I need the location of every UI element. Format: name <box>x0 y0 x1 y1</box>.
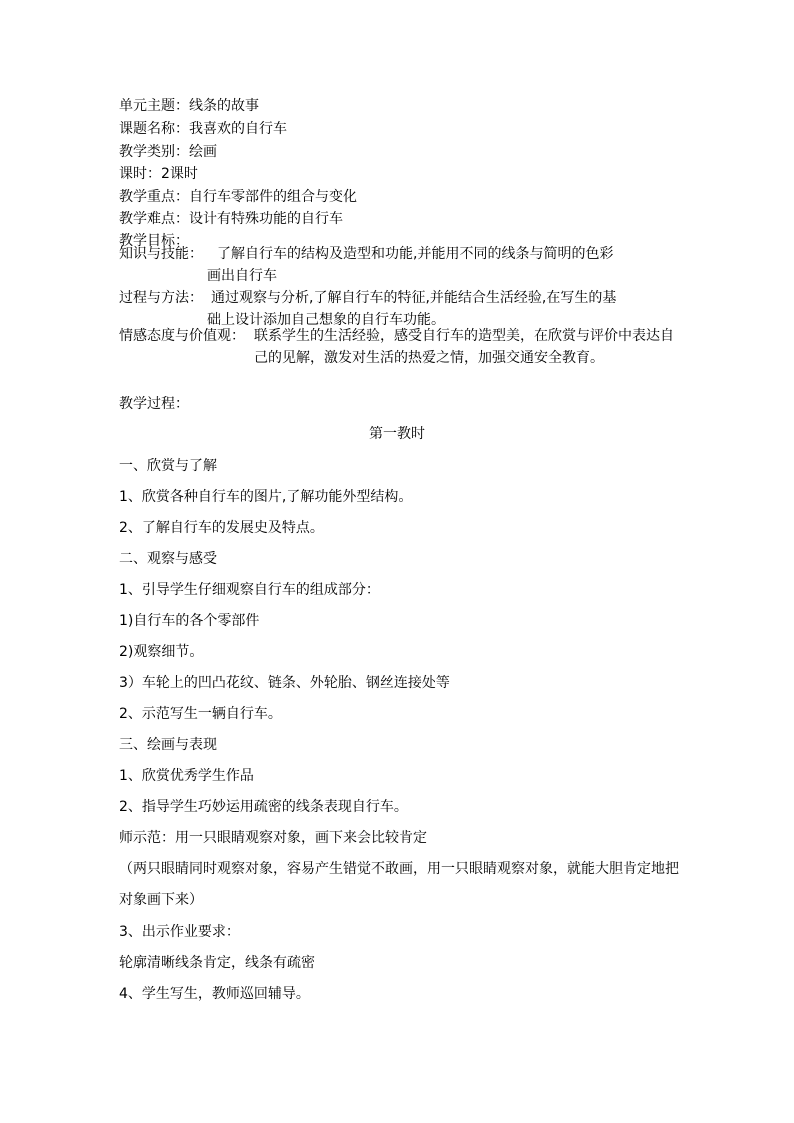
section-3-title: 三、绘画与表现 <box>119 737 217 753</box>
class-hours: 课时：2课时 <box>119 166 198 182</box>
goal-process-lead: 过程与方法： <box>119 290 203 306</box>
goal-process-text-first: 通过观察与分析,了解自行车的特征,并能结合生活经验,在写生的基 <box>211 290 617 306</box>
section-1-item-2: 2、了解自行车的发展史及特点。 <box>119 520 324 536</box>
process-label: 教学过程： <box>119 396 189 412</box>
section-3-demo: 师示范：用一只眼睛观察对象，画下来会比较肯定 <box>119 830 427 846</box>
section-2-item-1c: 3）车轮上的凹凸花纹、链条、外轮胎、钢丝连接处等 <box>119 675 450 691</box>
section-3-item-2: 2、指导学生巧妙运用疏密的线条表现自行车。 <box>119 799 408 815</box>
section-2-item-1: 1、引导学生仔细观察自行车的组成部分： <box>119 582 380 598</box>
goal-process-text-rest: 础上设计添加自己想象的自行车功能。 <box>207 312 445 328</box>
goals-label: 教学目标： <box>119 233 189 249</box>
goal-knowledge-text-rest: 画出自行车 <box>207 268 277 284</box>
key-point: 教学重点：自行车零部件的组合与变化 <box>119 189 357 205</box>
section-3-note: （两只眼睛同时观察对象，容易产生错觉不敢画，用一只眼睛观察对象，就能大胆肯定地把对象画下来） <box>119 861 679 908</box>
difficulty: 教学难点：设计有特殊功能的自行车 <box>119 211 343 227</box>
session-title: 第一教时 <box>369 426 425 442</box>
section-3-requirement: 轮廓清晰线条肯定，线条有疏密 <box>119 955 315 971</box>
goal-knowledge-text-first: 了解自行车的结构及造型和功能,并能用不同的线条与简明的色彩 <box>217 246 614 262</box>
section-3-item-4: 4、学生写生，教师巡回辅导。 <box>119 986 310 1002</box>
goal-knowledge <box>119 243 689 287</box>
section-2-item-1a: 1)自行车的各个零部件 <box>119 613 260 629</box>
goal-attitude <box>119 325 689 391</box>
lesson-name: 课题名称：我喜欢的自行车 <box>119 121 287 137</box>
unit-theme: 单元主题：线条的故事 <box>119 98 259 114</box>
section-2-title: 二、观察与感受 <box>119 551 217 567</box>
section-3-item-3: 3、出示作业要求： <box>119 924 240 940</box>
section-2-item-1b: 2)观察细节。 <box>119 644 204 660</box>
section-3-item-1: 1、欣赏优秀学生作品 <box>119 768 254 784</box>
goal-attitude-text: 联系学生的生活经验，感受自行车的造型美，在欣赏与评价中表达自己的见解，激发对生活的热爱之情，加强交通安全教育。 <box>254 328 674 366</box>
section-1-item-1: 1、欣赏各种自行车的图片,了解功能外型结构。 <box>119 489 413 505</box>
goal-knowledge-lead: 知识与技能： <box>119 246 203 262</box>
teaching-type: 教学类别：绘画 <box>119 144 217 160</box>
section-2-item-2: 2、示范写生一辆自行车。 <box>119 706 282 722</box>
section-1-title: 一、欣赏与了解 <box>119 458 217 474</box>
goal-attitude-lead: 情感态度与价值观： <box>119 328 245 344</box>
